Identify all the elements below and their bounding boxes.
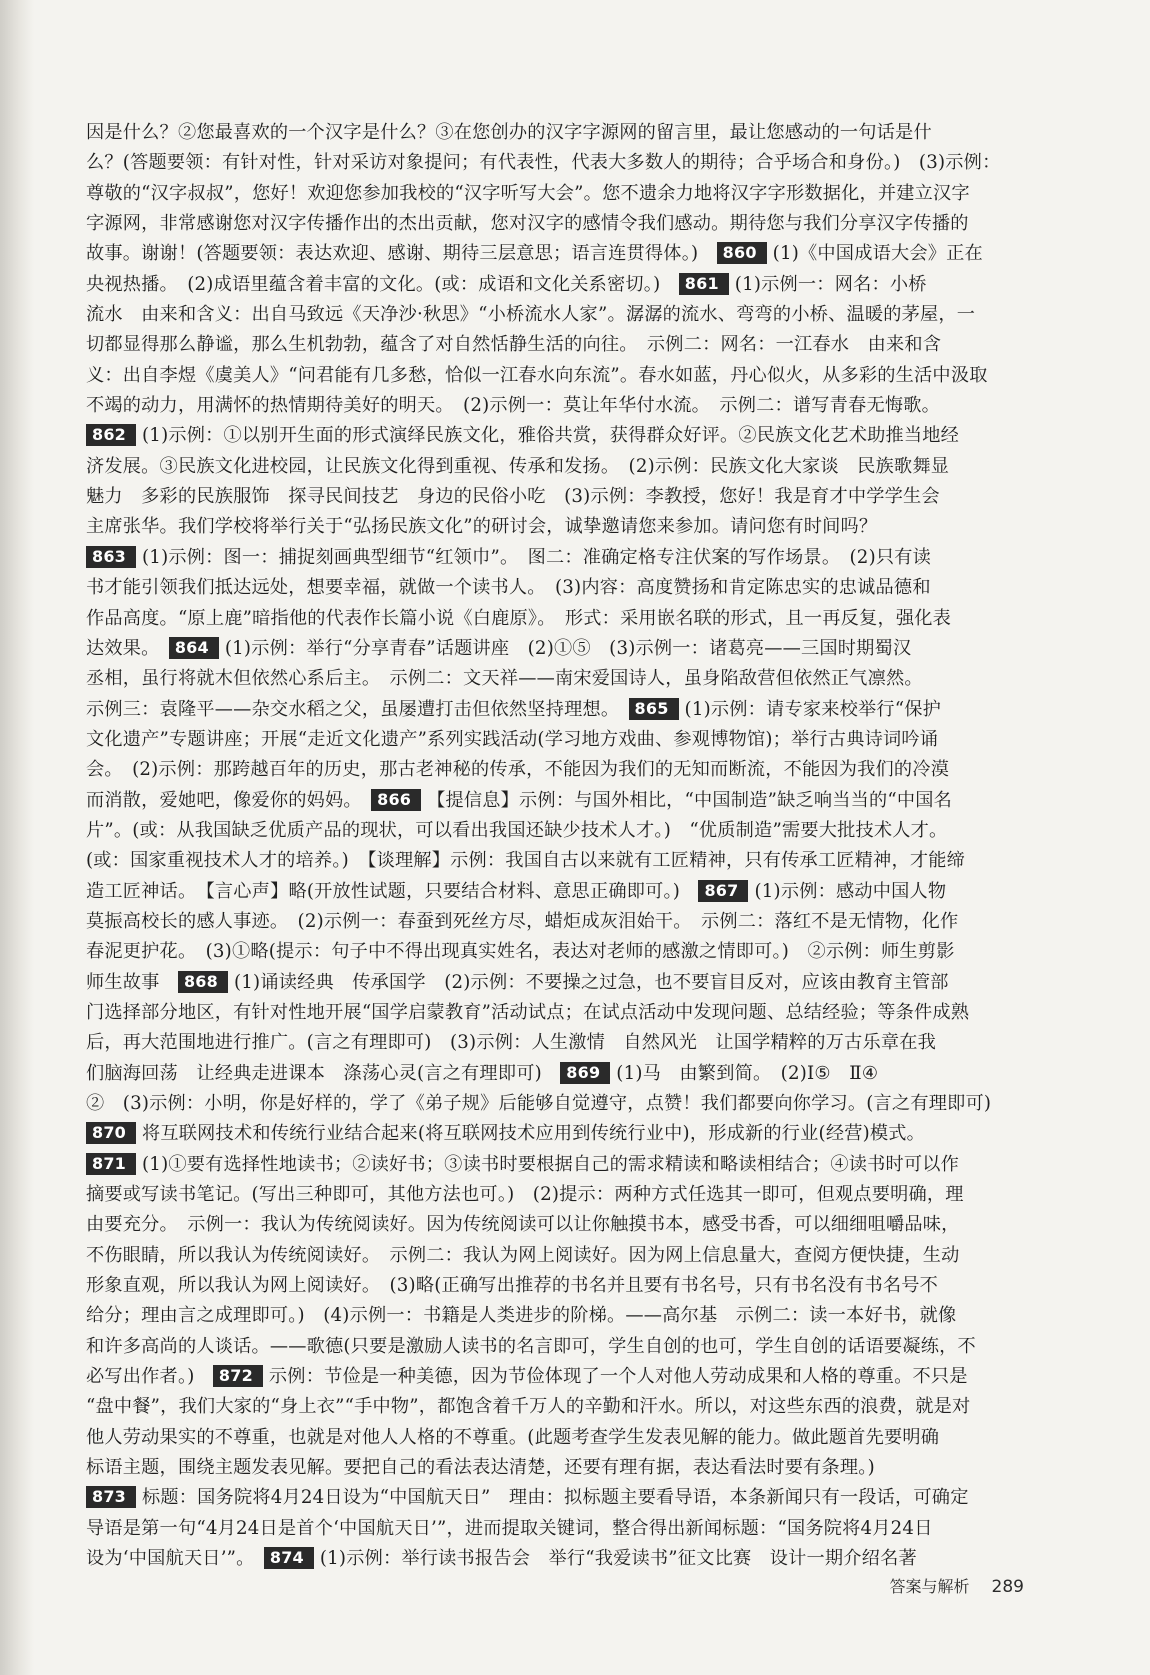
line-text: 因是什么？②您最喜欢的一个汉字是什么？③在您创办的汉字字源网的留言里，最让您感动的一句话是什	[86, 122, 932, 143]
line-text: 形象直观，所以我认为网上阅读好。 (3)略(正确写出推荐的书名并且要有书名号，只有书名没有书名号不	[86, 1275, 938, 1297]
line-text: 给分；理由言之成理即可。) (4)示例一：书籍是人类进步的阶梯。——高尔基 示例二：读一本好书，就像	[86, 1305, 957, 1327]
text-line	[86, 725, 1020, 755]
line-text: 么？(答题要领：有针对性，针对采访对象提问；有代表性，代表大多数人的期待；合乎场合和身份。) (3)示例：	[86, 152, 1001, 174]
line-text: 师生故事	[86, 971, 178, 993]
text-line	[86, 1332, 1020, 1362]
line-text: ② (3)示例：小明，你是好样的，学了《弟子规》后能够自觉遵守，点赞！我们都要向你学习。(言之有理即可)	[86, 1093, 992, 1114]
text-line	[86, 1453, 1020, 1483]
line-text: 示例：节俭是一种美德，因为节俭体现了一个人对他人劳动成果和人格的尊重。不只是	[268, 1366, 968, 1388]
question-number-badge: 864	[169, 637, 219, 659]
line-text: 作品高度。“原上鹿”暗指他的代表作长篇小说《白鹿原》。 形式：采用嵌名联的形式，且一再反复，强化表	[86, 607, 952, 629]
text-line	[86, 634, 1020, 664]
line-text: 义：出自李煜《虞美人》“问君能有几多愁，恰似一江春水向东流”。春水如蓝，丹心似火，从多彩的生活中汲取	[86, 364, 988, 386]
text-line	[86, 239, 1020, 269]
page-binding-edge	[0, 0, 34, 1675]
line-text: 他人劳动果实的不尊重，也就是对他人人格的不尊重。(此题考查学生发表见解的能力。做此题首先要明确	[86, 1426, 940, 1448]
line-text: (1)马 由繁到简。 (2)Ⅰ⑤ Ⅱ④	[616, 1062, 879, 1084]
line-text: 和许多高尚的人谈话。——歌德(只要是激励人读书的名言即可，学生自创的也可，学生自创的话语要凝练，不	[86, 1335, 976, 1357]
line-text: 书才能引领我们抵达远处，想要幸福，就做一个读书人。 (3)内容：高度赞扬和肯定陈忠实的忠诚品德和	[86, 577, 931, 599]
question-number-badge: 873	[86, 1486, 136, 1508]
line-text: 标语主题，围绕主题发表见解。要把自己的看法表达清楚，还要有理有据，表达看法时要有条理。)	[86, 1457, 875, 1479]
text-line	[86, 118, 1020, 148]
text-line	[86, 482, 1020, 512]
text-line	[86, 300, 1020, 330]
text-line	[86, 695, 1020, 725]
question-number-badge: 867	[698, 880, 748, 902]
line-text: (1)示例：①以别开生面的形式演绎民族文化，雅俗共赏，获得群众好评。②民族文化艺术助推当地经	[142, 425, 960, 447]
text-line	[86, 604, 1020, 634]
text-line	[86, 1241, 1020, 1271]
text-line	[86, 179, 1020, 209]
question-number-badge: 860	[717, 242, 767, 264]
line-text: (1)示例：举行“分享青春”话题讲座 (2)①⑤ (3)示例一：诸葛亮——三国时期蜀汉	[224, 637, 912, 659]
page-number: 289	[991, 1577, 1024, 1597]
answer-text-body	[86, 118, 1020, 1575]
question-number-badge: 868	[178, 971, 228, 993]
line-text: 丞相，虽行将就木但依然心系后主。 示例二：文天祥——南宋爱国诗人，虽身陷敌营但依然正气凛然。	[86, 668, 923, 690]
line-text: 们脑海回荡 让经典走进课本 涤荡心灵(言之有理即可)	[86, 1062, 561, 1084]
text-line	[86, 937, 1020, 967]
text-line	[86, 330, 1020, 360]
line-text: 而消散，爱她吧，像爱你的妈妈。	[86, 789, 372, 811]
line-text: (1)诵读经典 传承国学 (2)示例：不要操之过急，也不要盲目反对，应该由教育主管部	[233, 971, 949, 993]
text-line	[86, 1544, 1020, 1574]
text-line	[86, 1059, 1020, 1089]
question-number-badge: 874	[264, 1547, 314, 1569]
line-text: 字源网，非常感谢您对汉字传播作出的杰出贡献，您对汉字的感情令我们感动。期待您与我们分享汉字传播的	[86, 213, 969, 235]
question-number-badge: 866	[371, 789, 421, 811]
question-number-badge: 870	[86, 1122, 136, 1144]
line-text: 主席张华。我们学校将举行关于“弘扬民族文化”的研讨会，诚挚邀请您来参加。请问您有时间吗？	[86, 516, 878, 538]
line-text: 达效果。	[86, 637, 169, 659]
text-line	[86, 1514, 1020, 1544]
text-line	[86, 877, 1020, 907]
line-text: 门选择部分地区，有针对性地开展“国学启蒙教育”活动试点；在试点活动中发现问题、总结经验；等条件成熟	[86, 1001, 970, 1023]
text-line	[86, 391, 1020, 421]
text-line	[86, 755, 1020, 785]
text-line	[86, 270, 1020, 300]
text-line	[86, 1089, 1020, 1119]
line-text: 后，再大范围地进行推广。(言之有理即可) (3)示例：人生激情 自然风光 让国学精粹的万古乐章在我	[86, 1032, 937, 1054]
line-text: (1)示例：图一：捕捉刻画典型细节“红领巾”。 图二：准确定格专注伏案的写作场景。 (2)只有读	[142, 546, 932, 568]
question-number-badge: 869	[560, 1062, 610, 1084]
line-text: 文化遗产”专题讲座；开展“走近文化遗产”系列实践活动(学习地方戏曲、参观博物馆)；举行古典诗词吟诵	[86, 728, 939, 750]
page-footer	[890, 1574, 1024, 1597]
text-line	[86, 1028, 1020, 1058]
text-line	[86, 512, 1020, 542]
line-text: (1)示例：感动中国人物	[754, 880, 947, 902]
text-line	[86, 1119, 1020, 1149]
question-number-badge: 865	[629, 698, 679, 720]
text-line	[86, 907, 1020, 937]
line-text: 不伤眼睛，所以我认为传统阅读好。 示例二：我认为网上阅读好。因为网上信息量大，查阅方便快捷，生动	[86, 1244, 960, 1266]
question-number-badge: 871	[86, 1153, 136, 1175]
line-text: 莫振高校长的感人事迹。 (2)示例一：春蚕到死丝方尽，蜡炬成灰泪始干。 示例二：落红不是无情物，化作	[86, 910, 959, 932]
line-text: 片”。(或：从我国缺乏优质产品的现状，可以看出我国还缺少技术人才。) “优质制造”需要大批技术人才。	[86, 819, 948, 841]
line-text: (1)示例一：网名：小桥	[734, 273, 927, 295]
line-text: 会。 (2)示例：那跨越百年的历史，那古老神秘的传承，不能因为我们的无知而断流，不能因为我们的冷漠	[86, 759, 950, 781]
text-line	[86, 1301, 1020, 1331]
line-text: (1)示例：请专家来校举行“保护	[684, 698, 942, 720]
line-text: 摘要或写读书笔记。(写出三种即可，其他方法也可。) (2)提示：两种方式任选其一即可，但观点要明确，理	[86, 1184, 964, 1206]
text-line	[86, 1392, 1020, 1422]
text-line	[86, 421, 1020, 451]
text-line	[86, 968, 1020, 998]
text-line	[86, 786, 1020, 816]
text-line	[86, 148, 1020, 178]
text-line	[86, 846, 1020, 876]
line-text: 造工匠神话。 【言心声】略(开放性试题，只要结合材料、意思正确即可。)	[86, 880, 699, 902]
question-number-badge: 861	[679, 273, 729, 295]
line-text: “盘中餐”，我们大家的“身上衣”“手中物”，都饱含着千万人的辛勤和汗水。所以，对这些东西的浪费，就是对	[86, 1396, 971, 1418]
line-text: 尊敬的“汉字叔叔”，您好！欢迎您参加我校的“汉字听写大会”。您不遗余力地将汉字字形数据化，并建立汉字	[86, 182, 970, 204]
line-text: 导语是第一句“4月24日是首个‘中国航天日’”，进而提取关键词，整合得出新闻标题：“国务院将4月24日	[86, 1517, 933, 1539]
text-line	[86, 664, 1020, 694]
text-line	[86, 1180, 1020, 1210]
text-line	[86, 361, 1020, 391]
line-text: 故事。谢谢！(答题要领：表达欢迎、感谢、期待三层意思；语言连贯得体。)	[86, 243, 717, 265]
text-line	[86, 209, 1020, 239]
line-text: (或：国家重视技术人才的培养。) 【谈理解】示例：我国自古以来就有工匠精神，只有传承工匠精神，才能缔	[86, 850, 965, 872]
line-text: 流水 由来和含义：出自马致远《天净沙·秋思》“小桥流水人家”。潺潺的流水、弯弯的小桥、温暖的茅屋，一	[86, 304, 976, 326]
text-line	[86, 998, 1020, 1028]
line-text: 【提信息】示例：与国外相比，“中国制造”缺乏响当当的“中国名	[427, 789, 953, 811]
text-line	[86, 1210, 1020, 1240]
line-text: 设为‘中国航天日’”。	[86, 1548, 264, 1570]
line-text: (1)①要有选择性地读书；②读好书；③读书时要根据自己的需求精读和略读相结合；④读书时可以作	[142, 1153, 960, 1175]
line-text: 不竭的动力，用满怀的热情期待美好的明天。 (2)示例一：莫让年华付水流。 示例二：谱写青春无悔歌。	[86, 395, 940, 417]
line-text: 标题：国务院将4月24日设为“中国航天日” 理由：拟标题主要看导语，本条新闻只有一段话，可确定	[142, 1487, 969, 1509]
question-number-badge: 862	[86, 424, 136, 446]
line-text: 由要充分。 示例一：我认为传统阅读好。因为传统阅读可以让你触摸书本，感受书香，可以细细咀嚼品味，	[86, 1214, 960, 1236]
line-text: 切都显得那么静谧，那么生机勃勃，蕴含了对自然恬静生活的向往。 示例二：网名：一江春水 由来和含	[86, 334, 942, 356]
text-line	[86, 1362, 1020, 1392]
line-text: 示例三：袁隆平——杂交水稻之父，虽屡遭打击但依然坚持理想。	[86, 698, 629, 720]
text-line	[86, 1483, 1020, 1513]
text-line	[86, 816, 1020, 846]
line-text: 必写出作者。)	[86, 1366, 213, 1388]
line-text: 将互联网技术和传统行业结合起来(将互联网技术应用到传统行业中)，形成新的行业(经营)模式。	[142, 1123, 926, 1145]
text-line	[86, 452, 1020, 482]
question-number-badge: 863	[86, 546, 136, 568]
text-line	[86, 1271, 1020, 1301]
text-line	[86, 1150, 1020, 1180]
text-line	[86, 1423, 1020, 1453]
line-text: (1)示例：举行读书报告会 举行“我爱读书”征文比赛 设计一期介绍名著	[319, 1548, 917, 1570]
text-line	[86, 543, 1020, 573]
line-text: 济发展。③民族文化进校园，让民族文化得到重视、传承和发扬。 (2)示例：民族文化大家谈 民族歌舞显	[86, 455, 950, 477]
line-text: 魅力 多彩的民族服饰 探寻民间技艺 身边的民俗小吃 (3)示例：李教授，您好！我是育才中学学生会	[86, 486, 940, 508]
line-text: (1)《中国成语大会》正在	[772, 243, 983, 265]
line-text: 春泥更护花。 (3)①略(提示：句子中不得出现真实姓名，表达对老师的感激之情即可。) ②示例：师生剪影	[86, 941, 955, 963]
question-number-badge: 872	[213, 1365, 263, 1387]
text-line	[86, 573, 1020, 603]
line-text: 央视热播。 (2)成语里蕴含着丰富的文化。(或：成语和文化关系密切。)	[86, 273, 679, 295]
section-label: 答案与解析	[889, 1577, 970, 1596]
